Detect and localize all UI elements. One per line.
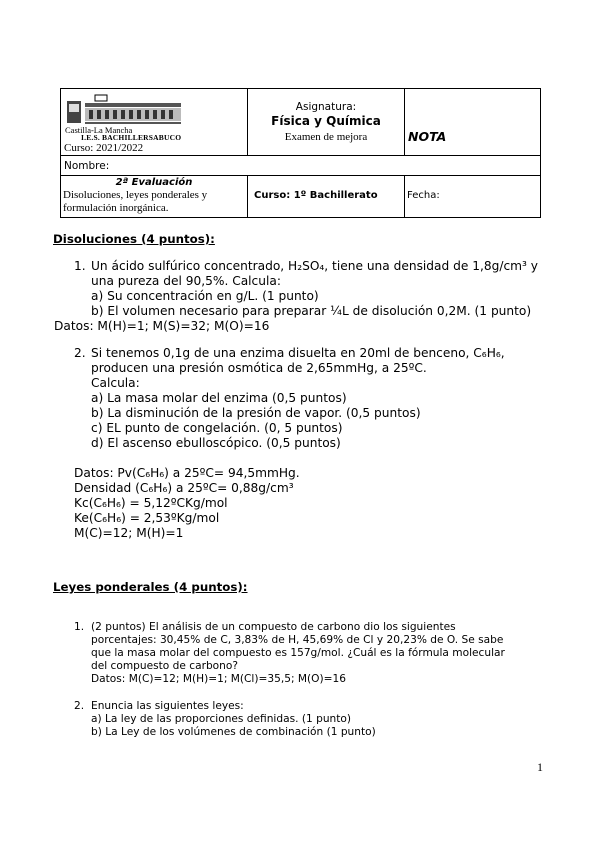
logo-school-text: I.E.S. BACHILLERSABUCO bbox=[81, 133, 182, 142]
curso-year: Curso: 2021/2022 bbox=[64, 142, 144, 154]
question-line: Si tenemos 0,1g de una enzima disuelta en 20ml de benceno, C₆H₆, bbox=[91, 346, 505, 360]
question-datos: Datos: M(C)=12; M(H)=1; M(Cl)=35,5; M(O)=16 bbox=[91, 673, 347, 685]
question-line: (2 puntos) El análisis de un compuesto de carbono dio los siguientes bbox=[91, 621, 456, 633]
question-line: Enuncia las siguientes leyes: bbox=[91, 700, 244, 712]
fecha-label: Fecha: bbox=[407, 190, 440, 201]
section-heading-disoluciones: Disoluciones (4 puntos): bbox=[53, 232, 215, 246]
subject-title: Física y Química bbox=[271, 114, 381, 128]
topics-line-2: formulación inorgánica. bbox=[63, 202, 169, 214]
topics-line-1: Disoluciones, leyes ponderales y bbox=[63, 189, 208, 201]
question-datos: Ke(C₆H₆) = 2,53ºKg/mol bbox=[74, 511, 220, 525]
page-number: 1 bbox=[537, 760, 543, 774]
logo-cell bbox=[61, 89, 248, 156]
curso-cell bbox=[248, 176, 405, 218]
question-datos: Densidad (C₆H₆) a 25ºC= 0,88g/cm³ bbox=[74, 481, 294, 495]
question-datos: Datos: M(H)=1; M(S)=32; M(O)=16 bbox=[54, 319, 270, 333]
evaluacion-label: 2ª Evaluación bbox=[115, 177, 193, 188]
nota-label: NOTA bbox=[408, 129, 447, 144]
question-line: del compuesto de carbono? bbox=[91, 660, 238, 672]
question-datos: Datos: Pv(C₆H₆) a 25ºC= 94,5mmHg. bbox=[74, 466, 300, 480]
subject-cell bbox=[248, 89, 405, 156]
evaluacion-cell bbox=[61, 176, 248, 218]
question-number: 1. bbox=[74, 621, 85, 633]
question-line: una pureza del 90,5%. Calcula: bbox=[91, 274, 281, 288]
asignatura-label: Asignatura: bbox=[295, 101, 357, 113]
question-number: 2. bbox=[74, 700, 85, 712]
nota-cell bbox=[405, 89, 541, 156]
question-datos: M(C)=12; M(H)=1 bbox=[74, 526, 184, 540]
exam-type: Examen de mejora bbox=[284, 131, 368, 143]
question-subitem-b: b) La Ley de los volúmenes de combinación (1 punto) bbox=[91, 726, 376, 738]
question-subitem-b: b) El volumen necesario para preparar ¼L de disolución 0,2M. (1 punto) bbox=[91, 304, 532, 318]
question-number: 1. bbox=[74, 259, 86, 273]
question-subitem-b: b) La disminución de la presión de vapor. (0,5 puntos) bbox=[91, 406, 421, 420]
question-line: Calcula: bbox=[91, 376, 140, 390]
curso-label: Curso: 1º Bachillerato bbox=[254, 190, 378, 201]
question-line: que la masa molar del compuesto es 157g/mol. ¿Cuál es la fórmula molecular bbox=[91, 647, 505, 659]
question-subitem-a: a) La masa molar del enzima (0,5 puntos) bbox=[91, 391, 347, 405]
question-subitem-a: a) La ley de las proporciones definidas. (1 punto) bbox=[91, 713, 352, 725]
question-subitem-c: c) EL punto de congelación. (0, 5 puntos) bbox=[91, 421, 343, 435]
question-number: 2. bbox=[74, 346, 86, 360]
question-line: porcentajes: 30,45% de C, 3,83% de H, 45,69% de Cl y 20,23% de O. Se sabe bbox=[91, 634, 504, 646]
question-subitem-d: d) El ascenso ebulloscópico. (0,5 puntos) bbox=[91, 436, 341, 450]
nombre-cell[interactable] bbox=[61, 156, 541, 176]
section-heading-leyes-ponderales: Leyes ponderales (4 puntos): bbox=[53, 580, 248, 594]
question-line: producen una presión osmótica de 2,65mmHg, a 25ºC. bbox=[91, 361, 427, 375]
question-datos: Kc(C₆H₆) = 5,12ºCKg/mol bbox=[74, 496, 228, 510]
exam-header-table bbox=[60, 88, 541, 218]
school-logo-icon bbox=[65, 93, 185, 127]
nombre-label: Nombre: bbox=[64, 160, 110, 172]
question-subitem-a: a) Su concentración en g/L. (1 punto) bbox=[91, 289, 319, 303]
logo-region-text: Castilla-La Mancha bbox=[65, 125, 133, 135]
fecha-cell bbox=[405, 176, 541, 218]
question-line: Un ácido sulfúrico concentrado, H₂SO₄, tiene una densidad de 1,8g/cm³ y bbox=[91, 259, 538, 273]
